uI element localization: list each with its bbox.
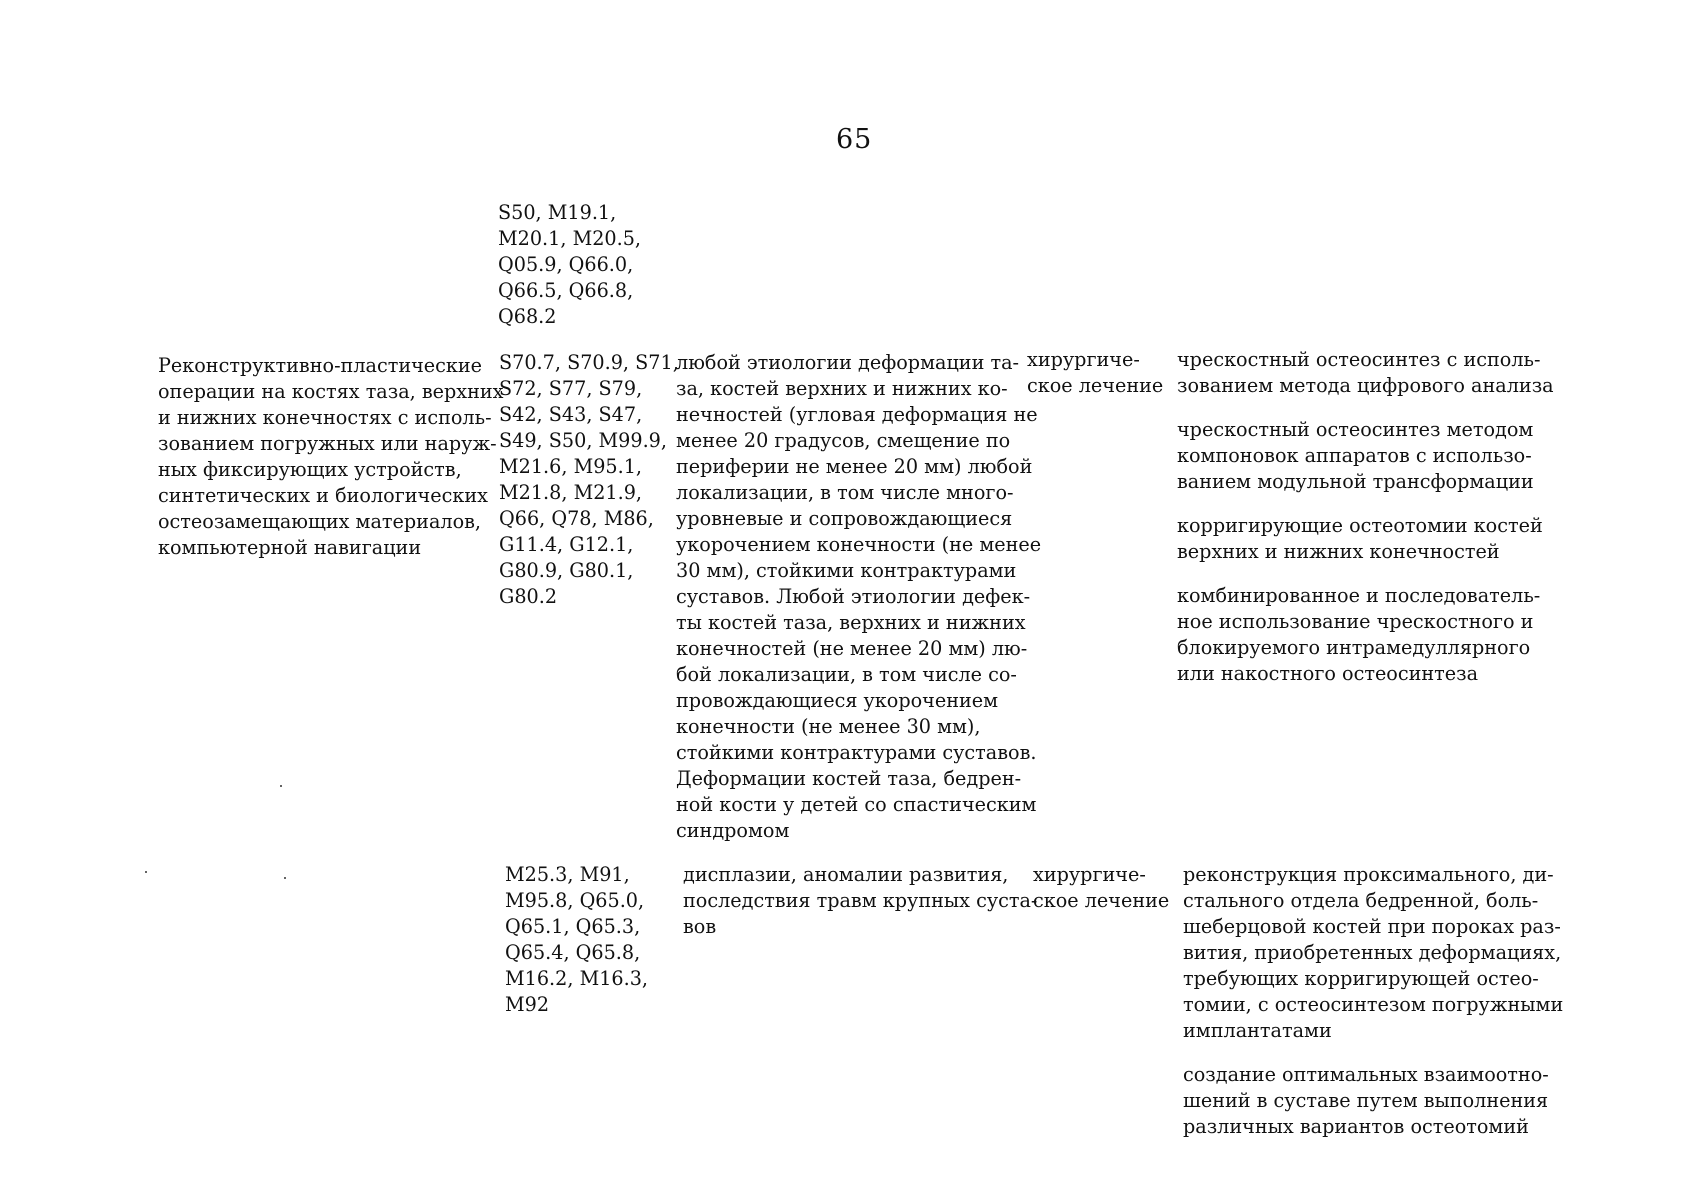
code-line: Q65.1, Q65.3, xyxy=(505,915,641,938)
condition-line: 30 мм), стойкими контрактурами xyxy=(676,559,1017,582)
method-line: ванием модульной трансформации xyxy=(1177,470,1534,493)
code-line: Q68.2 xyxy=(498,305,557,328)
code-line: Q05.9, Q66.0, xyxy=(498,253,634,276)
code-line: M20.1, M20.5, xyxy=(498,227,642,250)
code-line: M95.8, Q65.0, xyxy=(505,889,645,912)
method-line: реконструкция проксимального, ди- xyxy=(1183,863,1554,886)
procedure-cell xyxy=(158,353,504,561)
method-line: требующих корригирующей остео- xyxy=(1183,967,1539,990)
condition-line: за, костей верхних и нижних ко- xyxy=(676,377,1008,400)
code-line: S72, S77, S79, xyxy=(499,377,643,400)
method-line: блокируемого интрамедуллярного xyxy=(1177,636,1531,659)
condition-line: уровневые и сопровождающиеся xyxy=(676,507,1013,530)
procedure-line: Реконструктивно-пластические xyxy=(158,354,483,377)
method-paragraph xyxy=(1183,862,1563,1044)
method-paragraph xyxy=(1183,1062,1563,1140)
method-line: комбинированное и последователь- xyxy=(1177,584,1541,607)
condition-line: конечностей (не менее 20 мм) лю- xyxy=(676,637,1028,660)
method-line: чрескостный остеосинтез с исполь- xyxy=(1177,348,1541,371)
method-line: корригирующие остеотомии костей xyxy=(1177,514,1543,537)
method-line: шеберцовой костей при пороках раз- xyxy=(1183,915,1561,938)
condition-line: суставов. Любой этиологии дефек- xyxy=(676,585,1031,608)
code-line: S42, S43, S47, xyxy=(499,403,643,426)
condition-line: периферии не менее 20 мм) любой xyxy=(676,455,1033,478)
procedure-line: операции на костях таза, верхних xyxy=(158,380,504,403)
condition-line: локализации, в том числе много- xyxy=(676,481,1014,504)
condition-line: последствия травм крупных суста- xyxy=(683,889,1038,912)
condition-line: синдромом xyxy=(676,819,790,842)
page-number: 65 xyxy=(836,124,873,155)
condition-line: Деформации костей таза, бедрен- xyxy=(676,767,1022,790)
code-line: G80.9, G80.1, xyxy=(499,559,634,582)
method-line: зованием метода цифрового анализа xyxy=(1177,374,1554,397)
condition-line: бой локализации, в том числе со- xyxy=(676,663,1017,686)
method-line: имплантатами xyxy=(1183,1019,1332,1042)
condition-cell xyxy=(676,350,1041,844)
code-line: Q66.5, Q66.8, xyxy=(498,279,634,302)
method-line: стального отдела бедренной, боль- xyxy=(1183,889,1539,912)
procedure-line: и нижних конечностях с исполь- xyxy=(158,406,492,429)
condition-line: нечностей (угловая деформация не xyxy=(676,403,1038,426)
methods-cell xyxy=(1183,862,1563,1140)
condition-line: стойкими контрактурами суставов. xyxy=(676,741,1037,764)
code-line: S49, S50, M99.9, xyxy=(499,429,667,452)
treatment-line: ское лечение xyxy=(1033,889,1170,912)
condition-line: ной кости у детей со спастическим xyxy=(676,793,1037,816)
condition-line: конечности (не менее 30 мм), xyxy=(676,715,981,738)
method-paragraph xyxy=(1177,417,1554,495)
method-line: различных вариантов остеотомий xyxy=(1183,1115,1529,1138)
procedure-line: компьютерной навигации xyxy=(158,536,422,559)
treatment-cell xyxy=(1027,347,1163,399)
procedure-line: синтетических и биологических xyxy=(158,484,488,507)
condition-line: любой этиологии деформации та- xyxy=(676,351,1019,374)
methods-cell xyxy=(1177,347,1554,687)
code-line: M16.2, M16.3, xyxy=(505,967,649,990)
method-line: или накостного остеосинтеза xyxy=(1177,662,1479,685)
method-line: компоновок аппаратов с использо- xyxy=(1177,444,1532,467)
method-line: верхних и нижних конечностей xyxy=(1177,540,1500,563)
code-line: M21.8, M21.9, xyxy=(499,481,643,504)
code-line: M25.3, M91, xyxy=(505,863,630,886)
condition-line: дисплазии, аномалии развития, xyxy=(683,863,1009,886)
method-line: ное использование чрескостного и xyxy=(1177,610,1534,633)
code-line: M21.6, M95.1, xyxy=(499,455,643,478)
codes-cell xyxy=(505,862,648,1018)
method-paragraph xyxy=(1177,513,1554,565)
treatment-line: хирургиче- xyxy=(1033,863,1146,886)
condition-line: укорочением конечности (не менее xyxy=(676,533,1042,556)
code-line: Q65.4, Q65.8, xyxy=(505,941,641,964)
code-line: S50, M19.1, xyxy=(498,201,617,224)
codes-cell xyxy=(499,350,679,610)
condition-line: провождающиеся укорочением xyxy=(676,689,999,712)
scan-speck xyxy=(280,785,282,787)
procedure-line: зованием погружных или наруж- xyxy=(158,432,497,455)
code-line: G11.4, G12.1, xyxy=(499,533,634,556)
condition-line: ты костей таза, верхних и нижних xyxy=(676,611,1026,634)
treatment-line: ское лечение xyxy=(1027,374,1164,397)
treatment-cell xyxy=(1033,862,1169,914)
method-line: чрескостный остеосинтез методом xyxy=(1177,418,1534,441)
condition-cell xyxy=(683,862,1037,940)
condition-line: менее 20 градусов, смещение по xyxy=(676,429,1011,452)
method-paragraph xyxy=(1177,347,1554,399)
method-line: томии, с остеосинтезом погружными xyxy=(1183,993,1564,1016)
treatment-line: хирургиче- xyxy=(1027,348,1140,371)
method-paragraph xyxy=(1177,583,1554,687)
continuation-codes-cell xyxy=(498,200,641,330)
method-line: шений в суставе путем выполнения xyxy=(1183,1089,1549,1112)
scan-speck xyxy=(284,877,286,879)
code-line: Q66, Q78, M86, xyxy=(499,507,654,530)
procedure-line: ных фиксирующих устройств, xyxy=(158,458,462,481)
condition-line: вов xyxy=(683,915,717,938)
scan-speck xyxy=(145,871,147,873)
method-line: создание оптимальных взаимоотно- xyxy=(1183,1063,1549,1086)
method-line: вития, приобретенных деформациях, xyxy=(1183,941,1562,964)
code-line: S70.7, S70.9, S71, xyxy=(499,351,679,374)
code-line: M92 xyxy=(505,993,550,1016)
code-line: G80.2 xyxy=(499,585,558,608)
procedure-line: остеозамещающих материалов, xyxy=(158,510,482,533)
